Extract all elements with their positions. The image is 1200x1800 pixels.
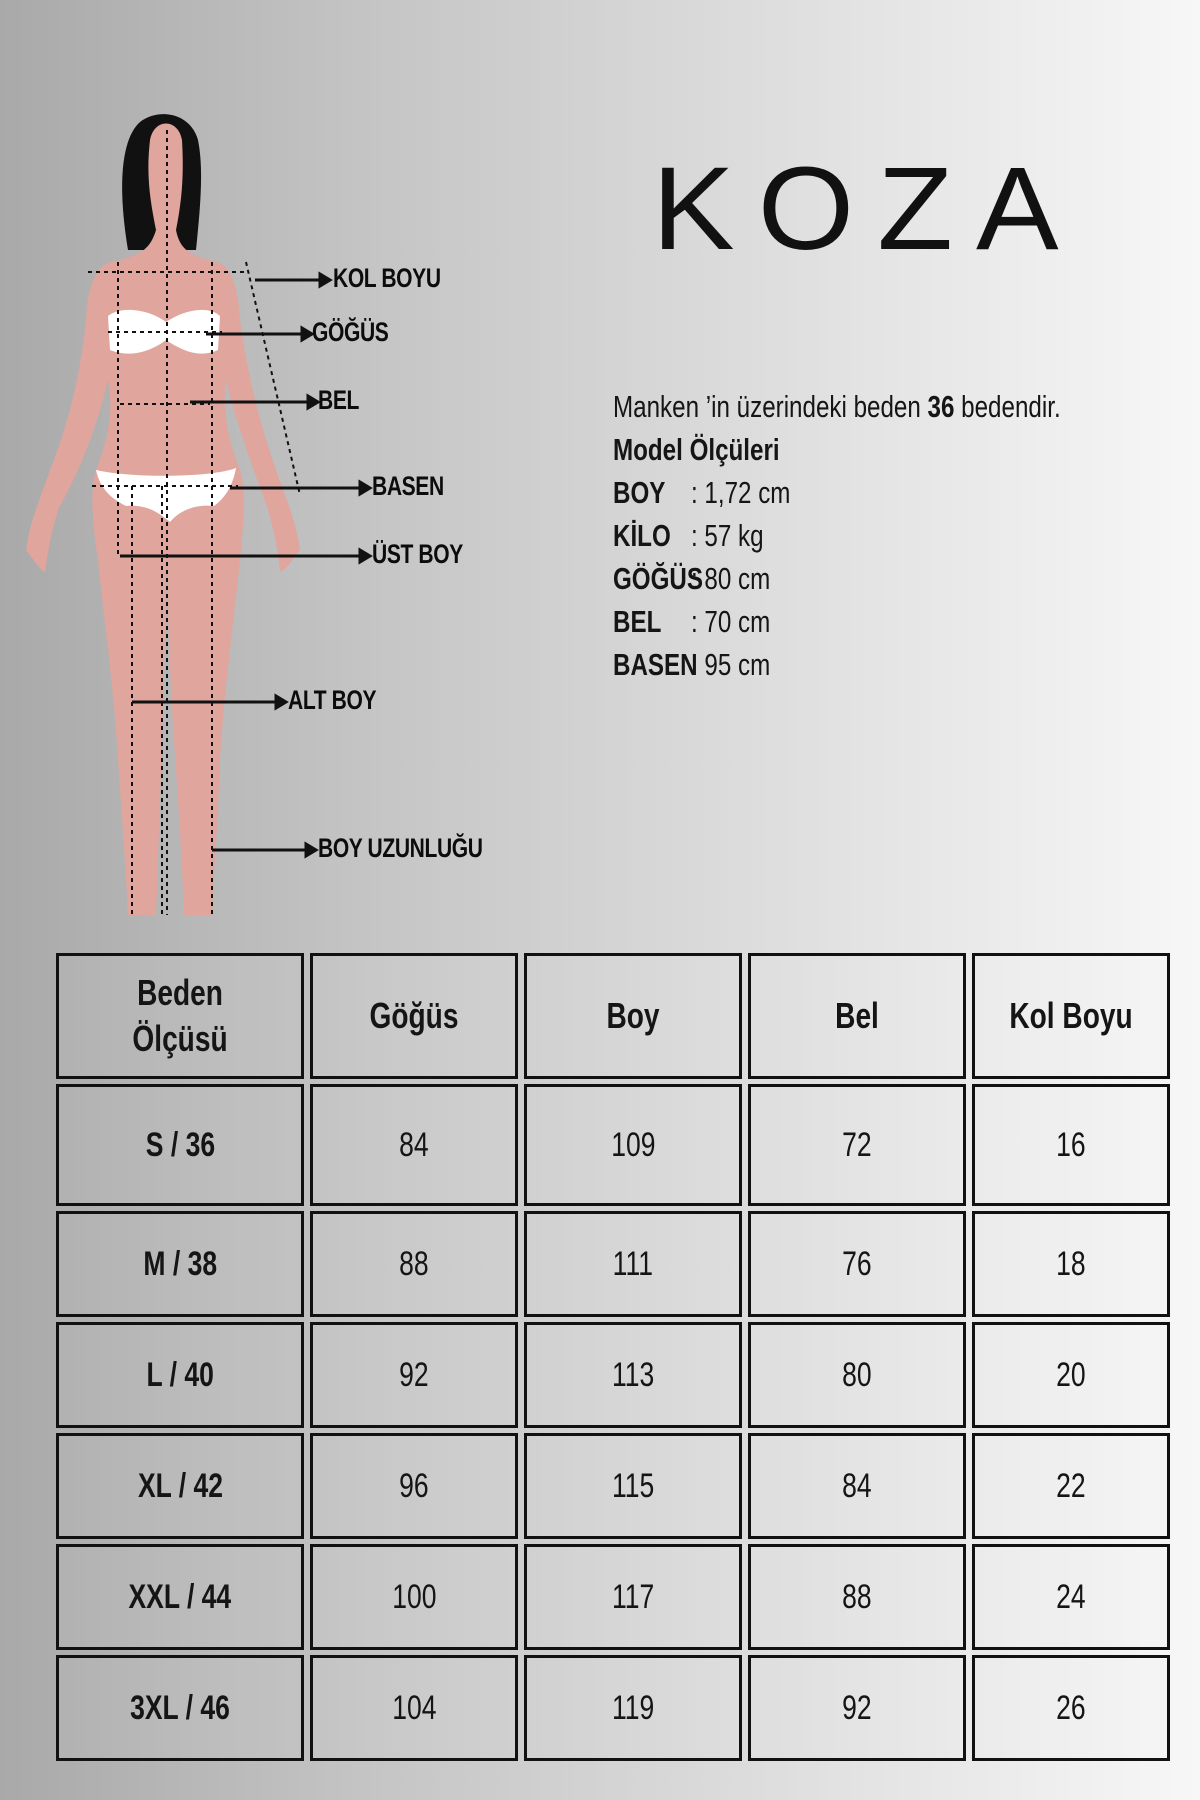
table-cell-text: 88	[842, 1577, 872, 1616]
size-label-cell-text: L / 40	[146, 1355, 214, 1394]
model-value: : 80 cm	[691, 561, 771, 596]
table-cell	[972, 1544, 1170, 1650]
table-cell	[972, 1655, 1170, 1761]
model-row	[613, 643, 1061, 686]
table-header-cell	[56, 953, 304, 1079]
model-value: : 95 cm	[691, 647, 771, 682]
model-info-title	[613, 428, 1061, 471]
label-bel: BEL	[318, 385, 359, 415]
table-cell-text: 117	[611, 1577, 655, 1616]
label-alt-boy: ALT BOY	[288, 685, 377, 715]
table-cell	[972, 1322, 1170, 1428]
table-header-cell-text: Göğüs	[369, 995, 459, 1036]
table-cell	[524, 1322, 742, 1428]
table-cell-text: 24	[1056, 1577, 1086, 1616]
table-cell	[524, 1084, 742, 1206]
intro-size: 36	[927, 389, 955, 424]
table-header-cell	[524, 953, 742, 1079]
mannequin-illustration	[0, 0, 560, 940]
label-kol-boyu: KOL BOYU	[333, 263, 441, 293]
table-cell-text: 100	[391, 1577, 437, 1616]
model-row	[613, 557, 1061, 600]
table-cell	[310, 1655, 518, 1761]
label-basen: BASEN	[372, 471, 444, 501]
table-cell-text: 115	[611, 1466, 655, 1505]
table-cell	[972, 1433, 1170, 1539]
size-label-cell	[56, 1211, 304, 1317]
size-label-cell-text: S / 36	[145, 1125, 215, 1164]
model-key: BEL	[613, 604, 662, 639]
model-key: BOY	[613, 475, 666, 510]
intro-text: Manken ’in üzerindeki beden	[613, 389, 928, 424]
model-info	[613, 385, 1061, 686]
model-row	[613, 600, 1061, 643]
size-label-cell-text: 3XL / 46	[130, 1688, 230, 1727]
table-cell	[524, 1433, 742, 1539]
table-header-cell-text: Beden Ölçüsü	[132, 972, 228, 1059]
size-label-cell	[56, 1084, 304, 1206]
table-cell-text: 18	[1056, 1244, 1086, 1283]
brand-logo: KOZA	[652, 143, 1082, 275]
model-key: BASEN	[613, 647, 698, 682]
table-cell	[748, 1322, 966, 1428]
model-intro	[613, 385, 1061, 428]
label-boy-uzunlugu: BOY UZUNLUĞU	[318, 833, 483, 863]
table-cell	[310, 1211, 518, 1317]
table-header-cell-text: Boy	[606, 995, 660, 1036]
model-value: : 70 cm	[691, 604, 771, 639]
intro-suffix: bedendir.	[954, 389, 1061, 424]
table-cell-text: 96	[399, 1466, 429, 1505]
table-cell-text: 113	[611, 1355, 655, 1394]
table-cell-text: 84	[842, 1466, 872, 1505]
size-label-cell	[56, 1544, 304, 1650]
table-cell-text: 76	[842, 1244, 872, 1283]
size-label-cell	[56, 1322, 304, 1428]
table-cell	[748, 1211, 966, 1317]
table-cell	[524, 1211, 742, 1317]
table-cell	[524, 1544, 742, 1650]
table-header-cell-text: Bel	[835, 995, 879, 1036]
body-measurement-diagram	[0, 0, 560, 940]
table-cell	[972, 1211, 1170, 1317]
table-cell	[310, 1322, 518, 1428]
table-cell-text: 104	[391, 1688, 437, 1727]
table-header-cell	[310, 953, 518, 1079]
table-cell	[310, 1433, 518, 1539]
model-row	[613, 514, 1061, 557]
table-cell	[748, 1084, 966, 1206]
table-cell	[310, 1084, 518, 1206]
table-cell-text: 119	[611, 1688, 655, 1727]
label-ust-boy: ÜST BOY	[372, 539, 463, 569]
table-cell-text: 72	[842, 1125, 872, 1164]
table-cell-text: 88	[399, 1244, 429, 1283]
size-label-cell-text: M / 38	[143, 1244, 217, 1283]
table-cell-text: 26	[1056, 1688, 1086, 1727]
model-title-text: Model Ölçüleri	[613, 432, 780, 467]
table-cell	[524, 1655, 742, 1761]
table-cell-text: 84	[399, 1125, 429, 1164]
table-cell-text: 109	[610, 1125, 656, 1164]
table-cell	[748, 1433, 966, 1539]
size-label-cell	[56, 1655, 304, 1761]
table-cell-text: 92	[399, 1355, 429, 1394]
table-header-cell-text: Kol Boyu	[1009, 995, 1133, 1036]
model-row	[613, 471, 1061, 514]
table-cell-text: 22	[1056, 1466, 1086, 1505]
model-key: KİLO	[613, 518, 671, 553]
model-key: GÖĞÜS	[613, 561, 704, 596]
table-cell	[748, 1655, 966, 1761]
table-header-cell	[748, 953, 966, 1079]
label-gogus: GÖĞÜS	[312, 317, 389, 347]
model-value: : 1,72 cm	[691, 475, 791, 510]
size-label-cell-text: XXL / 44	[128, 1577, 232, 1616]
table-cell-text: 20	[1056, 1355, 1086, 1394]
size-table	[56, 953, 1170, 1761]
size-label-cell	[56, 1433, 304, 1539]
table-header-cell	[972, 953, 1170, 1079]
table-cell	[748, 1544, 966, 1650]
table-cell-text: 111	[612, 1244, 654, 1283]
size-label-cell-text: XL / 42	[137, 1466, 223, 1505]
table-cell	[972, 1084, 1170, 1206]
model-value: : 57 kg	[691, 518, 764, 553]
table-cell-text: 80	[842, 1355, 872, 1394]
table-cell-text: 92	[842, 1688, 872, 1727]
table-cell-text: 16	[1056, 1125, 1086, 1164]
table-cell	[310, 1544, 518, 1650]
